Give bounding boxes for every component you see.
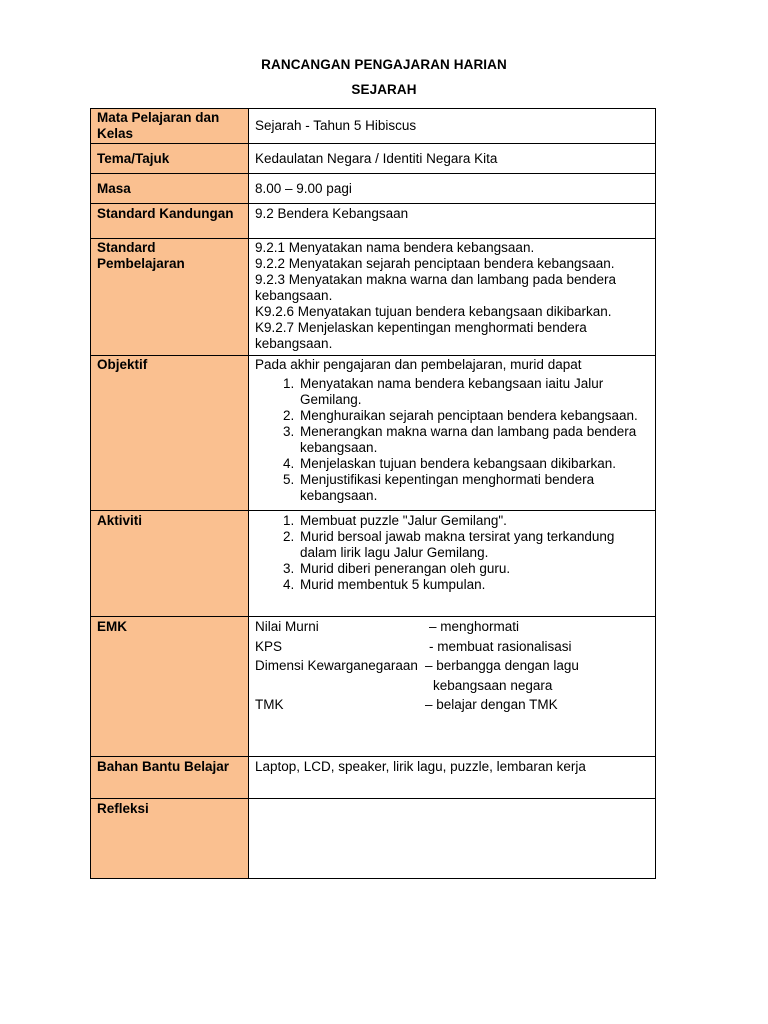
row-objective (91, 356, 656, 511)
list-item: 3. Menerangkan makna warna dan lambang pada bendera kebangsaan. (298, 424, 649, 456)
value-emk (249, 617, 656, 757)
value-theme: Kedaulatan Negara / Identiti Negara Kita (249, 144, 656, 174)
emk-entry (255, 617, 649, 637)
learning-standard-line: K9.2.7 Menjelaskan kepentingan menghormati bendera kebangsaan. (255, 320, 587, 351)
list-item: 3. Murid diberi penerangan oleh guru. (298, 561, 649, 577)
row-materials (91, 757, 656, 799)
value-objective (249, 356, 656, 511)
emk-value: – menghormati (429, 619, 520, 634)
emk-value: – belajar dengan TMK (425, 697, 558, 712)
emk-entry (255, 656, 649, 676)
row-time (91, 174, 656, 204)
row-reflection (91, 799, 656, 879)
list-item: 2. Menghuraikan sejarah penciptaan bendera kebangsaan. (298, 408, 649, 424)
value-content-standard: 9.2 Bendera Kebangsaan (249, 204, 656, 239)
list-item: 4. Menjelaskan tujuan bendera kebangsaan dikibarkan. (298, 456, 649, 472)
learning-standard-line: 9.2.3 Menyatakan makna warna dan lambang pada bendera kebangsaan. (255, 272, 616, 303)
emk-key: Dimensi Kewarganegaraan (255, 658, 418, 673)
label-subject: Mata Pelajaran dan Kelas (91, 109, 249, 144)
label-reflection: Refleksi (91, 799, 249, 879)
list-item: 2. Murid bersoal jawab makna tersirat yang terkandung dalam lirik lagu Jalur Gemilang. (298, 529, 649, 561)
emk-entry (255, 637, 649, 657)
label-materials: Bahan Bantu Belajar (91, 757, 249, 799)
emk-key: KPS (255, 638, 283, 654)
list-item: 4. Murid membentuk 5 kumpulan. (298, 577, 649, 593)
label-emk: EMK (91, 617, 249, 757)
row-activity (91, 511, 656, 617)
emk-entry (255, 676, 649, 696)
value-learning-standard (249, 239, 656, 356)
row-learning-standard (91, 239, 656, 356)
value-reflection (249, 799, 656, 879)
objective-list (255, 376, 649, 504)
learning-standard-line: K9.2.6 Menyatakan tujuan bendera kebangsaan dikibarkan. (255, 304, 612, 319)
emk-value: - membuat rasionalisasi (429, 638, 572, 654)
list-item: 5. Menjustifikasi kepentingan menghormati bendera kebangsaan. (298, 472, 649, 504)
row-theme (91, 144, 656, 174)
label-content-standard: Standard Kandungan (91, 204, 249, 239)
value-subject: Sejarah - Tahun 5 Hibiscus (249, 109, 656, 144)
row-subject (91, 109, 656, 144)
learning-standard-line: 9.2.1 Menyatakan nama bendera kebangsaan. (255, 240, 535, 255)
label-activity: Aktiviti (91, 511, 249, 617)
activity-list (255, 513, 649, 593)
list-item: 1. Menyatakan nama bendera kebangsaan iaitu Jalur Gemilang. (298, 376, 649, 408)
page-subtitle: SEJARAH (351, 82, 417, 97)
label-learning-standard: Standard Pembelajaran (91, 239, 249, 356)
emk-value: – berbangga dengan lagu (425, 658, 579, 673)
emk-key (255, 676, 425, 696)
lesson-plan-table (90, 108, 656, 879)
row-emk (91, 617, 656, 757)
label-objective: Objektif (91, 356, 249, 511)
emk-entry (255, 695, 649, 715)
objective-intro: Pada akhir pengajaran dan pembelajaran, murid dapat (255, 357, 582, 372)
page-title: RANCANGAN PENGAJARAN HARIAN (261, 57, 507, 72)
label-theme: Tema/Tajuk (91, 144, 249, 174)
label-time: Masa (91, 174, 249, 204)
value-time: 8.00 – 9.00 pagi (249, 174, 656, 204)
value-materials: Laptop, LCD, speaker, lirik lagu, puzzle, lembaran kerja (249, 757, 656, 799)
value-activity (249, 511, 656, 617)
row-content-standard (91, 204, 656, 239)
emk-key: TMK (255, 697, 284, 712)
list-item: 1. Membuat puzzle "Jalur Gemilang". (298, 513, 649, 529)
emk-value: kebangsaan negara (433, 677, 553, 693)
learning-standard-line: 9.2.2 Menyatakan sejarah penciptaan bendera kebangsaan. (255, 256, 615, 271)
emk-key: Nilai Murni (255, 619, 319, 634)
